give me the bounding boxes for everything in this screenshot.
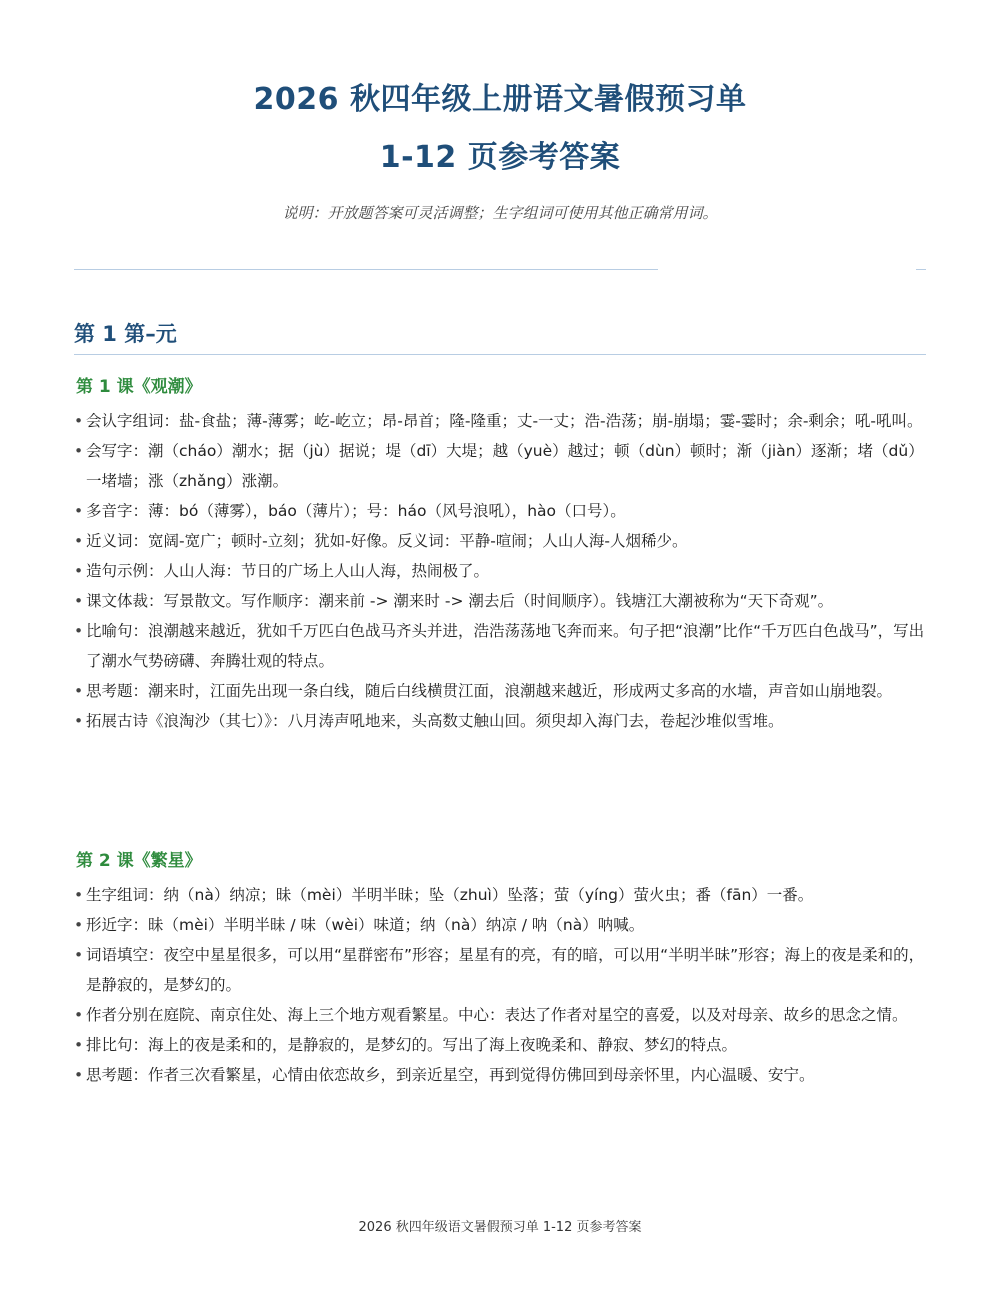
bullet-icon: • bbox=[74, 1036, 84, 1054]
bullet-icon: • bbox=[74, 1006, 84, 1024]
answer-text: 课文体裁：写景散文。写作顺序：潮来前 -> 潮来时 -> 潮去后（时间顺序）。钱塘江大潮被称为“天下奇观”。 bbox=[86, 592, 834, 610]
answer-text: 比喻句：浪潮越来越近，犹如千万匹白色战马齐头并进，浩浩荡荡地飞奔而来。句子把“浪潮”比作“千万匹白色战马”，写出了潮水气势磅礴、奔腾壮观的特点。 bbox=[86, 622, 925, 670]
answer-item bbox=[74, 586, 926, 616]
answer-text: 拓展古诗《浪淘沙（其七）》：八月涛声吼地来，头高数丈触山回。须臾却入海门去，卷起沙堆似雪堆。 bbox=[86, 712, 784, 730]
answer-text: 词语填空：夜空中星星很多，可以用“星群密布”形容；星星有的亮，有的暗，可以用“半明半昧”形容；海上的夜是柔和的，是静寂的，是梦幻的。 bbox=[86, 946, 925, 994]
bullet-icon: • bbox=[74, 412, 84, 430]
answer-item bbox=[74, 406, 926, 436]
answer-text: 会写字：潮（cháo）潮水；据（jù）据说；堤（dī）大堤；越（yuè）越过；顿（dùn）顿时；渐（jiàn）逐渐；堵（dǔ）一堵墙；涨（zhǎng）涨潮。 bbox=[86, 442, 924, 490]
answer-item bbox=[74, 616, 926, 676]
answer-item bbox=[74, 526, 926, 556]
answer-text: 造句示例：人山人海：节日的广场上人山人海，热闹极了。 bbox=[86, 562, 490, 580]
answer-item bbox=[74, 496, 926, 526]
bullet-icon: • bbox=[74, 1066, 84, 1084]
answer-list bbox=[74, 880, 926, 1090]
bullet-icon: • bbox=[74, 886, 84, 904]
answer-text: 作者分别在庭院、南京住处、海上三个地方观看繁星。中心：表达了作者对星空的喜爱，以及对母亲、故乡的思念之情。 bbox=[86, 1006, 908, 1024]
bullet-icon: • bbox=[74, 562, 84, 580]
lesson-title: 第 2 课《繁星》 bbox=[76, 851, 202, 871]
answer-text: 会认字组词：盐-食盐；薄-薄雾；屹-屹立；昂-昂首；隆-隆重；丈-一丈；浩-浩荡；崩-崩塌；霎-霎时；余-剩余；吼-吼叫。 bbox=[86, 412, 923, 430]
title-block bbox=[0, 78, 1000, 194]
lesson-title: 第 1 课《观潮》 bbox=[76, 377, 202, 397]
answer-item bbox=[74, 910, 926, 940]
answer-text: 近义词：宽阔-宽广；顿时-立刻；犹如-好像。反义词：平静-喧闹；人山人海-人烟稀少。 bbox=[86, 532, 688, 550]
unit-heading: 第 1 第–元 bbox=[74, 318, 926, 355]
answer-text: 思考题：作者三次看繁星，心情由依恋故乡，到亲近星空，再到觉得仿佛回到母亲怀里，内心温暖、安宁。 bbox=[86, 1066, 815, 1084]
bullet-icon: • bbox=[74, 442, 84, 460]
divider-line bbox=[74, 269, 658, 270]
answer-item bbox=[74, 556, 926, 586]
bullet-icon: • bbox=[74, 532, 84, 550]
document-subtitle: 1-12 页参考答案 bbox=[379, 140, 621, 175]
lesson-section-2 bbox=[74, 848, 926, 1090]
instruction-note: 说明：开放题答案可灵活调整；生字组词可使用其他正确常用词。 bbox=[282, 204, 718, 222]
divider-line-tail bbox=[916, 269, 926, 270]
answer-item bbox=[74, 676, 926, 706]
answer-item bbox=[74, 706, 926, 736]
bullet-icon: • bbox=[74, 592, 84, 610]
answer-list bbox=[74, 406, 926, 736]
answer-text: 排比句：海上的夜是柔和的，是静寂的，是梦幻的。写出了海上夜晚柔和、静寂、梦幻的特点。 bbox=[86, 1036, 738, 1054]
answer-text: 多音字：薄：bó（薄雾），báo（薄片）；号：háo（风号浪吼），hào（口号）。 bbox=[86, 502, 626, 520]
bullet-icon: • bbox=[74, 502, 84, 520]
bullet-icon: • bbox=[74, 622, 84, 640]
answer-item bbox=[74, 880, 926, 910]
bullet-icon: • bbox=[74, 682, 84, 700]
page-footer: 2026 秋四年级语文暑假预习单 1-12 页参考答案 bbox=[358, 1220, 642, 1235]
bullet-icon: • bbox=[74, 712, 84, 730]
answer-text: 生字组词：纳（nà）纳凉；昧（mèi）半明半昧；坠（zhuì）坠落；萤（yíng）萤火虫；番（fān）一番。 bbox=[86, 886, 814, 904]
bullet-icon: • bbox=[74, 946, 84, 964]
bullet-icon: • bbox=[74, 916, 84, 934]
lesson-section-1 bbox=[74, 374, 926, 736]
answer-item bbox=[74, 1060, 926, 1090]
answer-item bbox=[74, 1000, 926, 1030]
answer-text: 形近字：昧（mèi）半明半昧 / 味（wèi）味道；纳（nà）纳凉 / 呐（nà）呐喊。 bbox=[86, 916, 645, 934]
answer-item bbox=[74, 436, 926, 496]
answer-text: 思考题：潮来时，江面先出现一条白线，随后白线横贯江面，浪潮越来越近，形成两丈多高的水墙，声音如山崩地裂。 bbox=[86, 682, 893, 700]
answer-item bbox=[74, 1030, 926, 1060]
answer-item bbox=[74, 940, 926, 1000]
document-title: 2026 秋四年级上册语文暑假预习单 bbox=[253, 82, 747, 117]
